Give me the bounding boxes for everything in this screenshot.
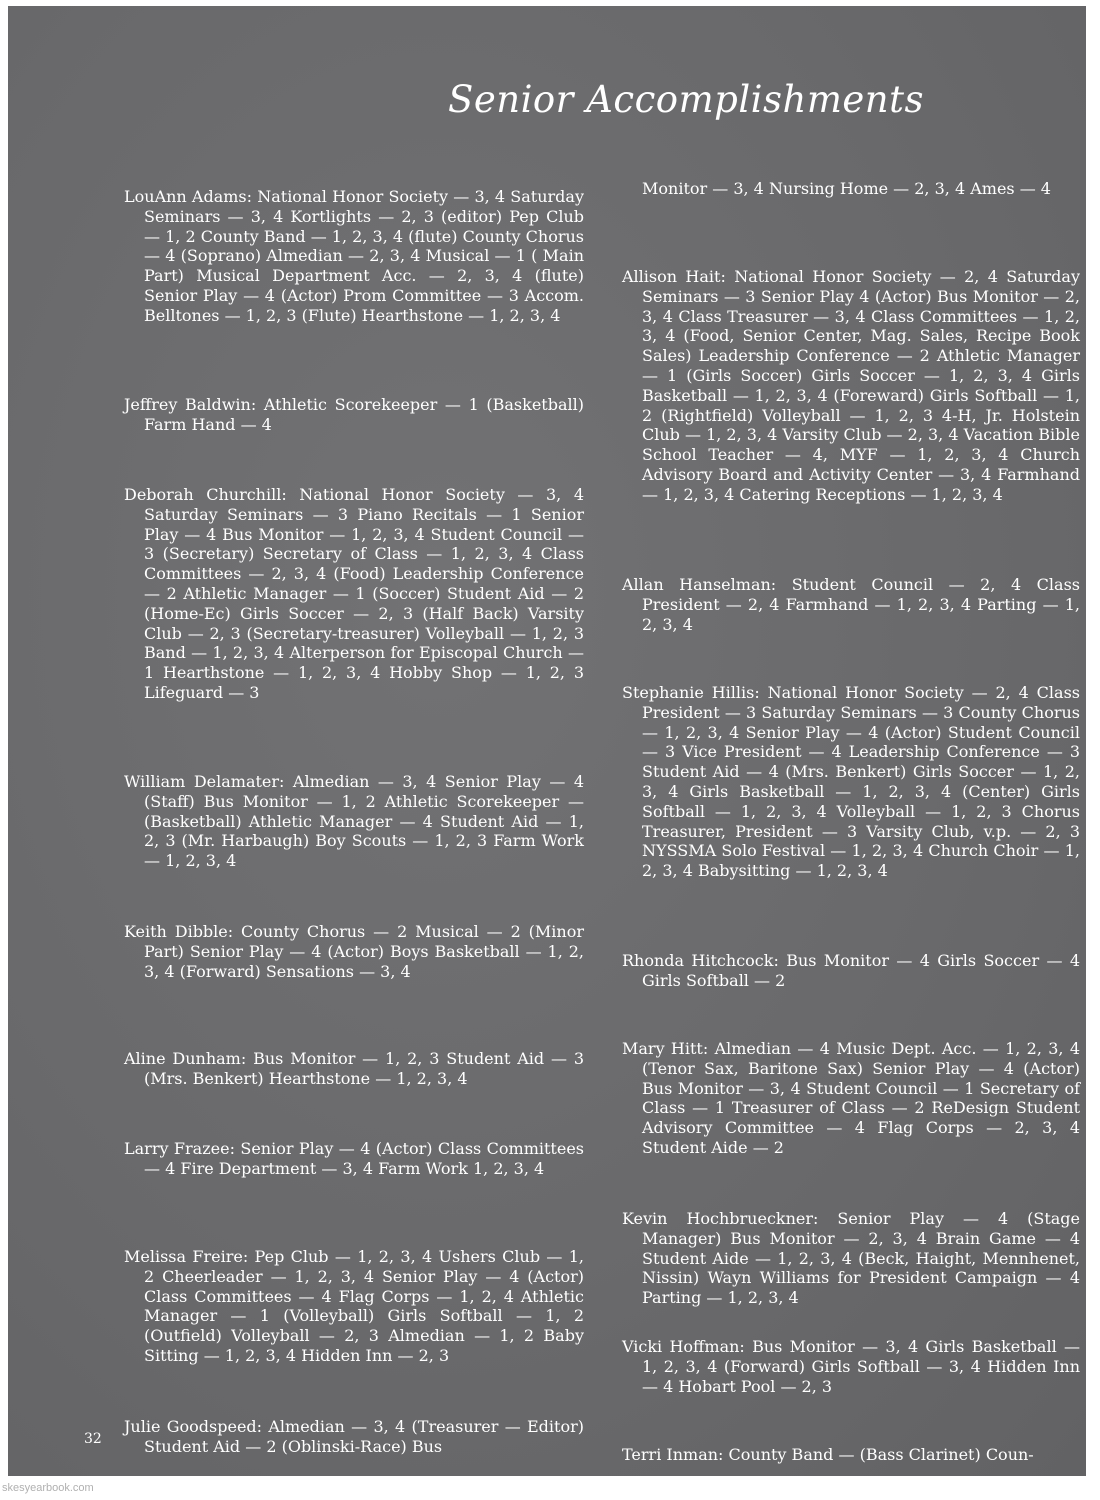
senior-entry: Julie Goodspeed: Almedian — 3, 4 (Treasurer — Editor) Student Aid — 2 (Oblinski-Race) Bus [124, 1417, 584, 1456]
senior-entry: Jeffrey Baldwin: Athletic Scorekeeper — 1 (Basketball) Farm Hand — 4 [124, 395, 584, 434]
page-number: 32 [84, 1431, 102, 1447]
page-title: Senior Accomplishments [448, 78, 924, 121]
senior-entry: Vicki Hoffman: Bus Monitor — 3, 4 Girls Basketball — 1, 2, 3, 4 (Forward) Girls Softball — 3, 4 Hidden Inn — 4 Hobart Pool — 2, 3 [622, 1337, 1080, 1396]
watermark-text: skesyearbook.com [2, 1482, 94, 1494]
senior-entry: Larry Frazee: Senior Play — 4 (Actor) Class Committees — 4 Fire Department — 3, 4 Farm Work 1, 2, 3, 4 [124, 1139, 584, 1178]
senior-entry: William Delamater: Almedian — 3, 4 Senior Play — 4 (Staff) Bus Monitor — 1, 2 Athletic Scorekeeper — (Basketball) Athletic Manager — 4 Student Aid — 1, 2, 3 (Mr. Harbaugh) Boy Scouts — 1, 2, 3 Farm Work — 1, 2, 3, 4 [124, 772, 584, 871]
senior-entry-continuation: Monitor — 3, 4 Nursing Home — 2, 3, 4 Ames — 4 [642, 179, 1051, 198]
senior-entry: Aline Dunham: Bus Monitor — 1, 2, 3 Student Aid — 3 (Mrs. Benkert) Hearthstone — 1, 2, 3, 4 [124, 1049, 584, 1088]
senior-entry: Kevin Hochbrueckner: Senior Play — 4 (Stage Manager) Bus Monitor — 2, 3, 4 Brain Game — 4 Student Aide — 1, 2, 3, 4 (Beck, Haight, Mennhenet, Nissin) Wayn Williams for President Campaign — 4 Parting — 1, 2, 3, 4 [622, 1209, 1080, 1308]
senior-entry: Melissa Freire: Pep Club — 1, 2, 3, 4 Ushers Club — 1, 2 Cheerleader — 1, 2, 3, 4 Senior Play — 4 (Actor) Class Committees — 4 Flag Corps — 1, 2, 4 Athletic Manager — 1 (Volleyball) Girls Softball — 1, 2 (Outfield) Volleyball — 2, 3 Almedian — 1, 2 Baby Sitting — 1, 2, 3, 4 Hidden Inn — 2, 3 [124, 1247, 584, 1365]
senior-entry: Terri Inman: County Band — (Bass Clarinet) Coun- [622, 1445, 1034, 1464]
senior-entry: Rhonda Hitchcock: Bus Monitor — 4 Girls Soccer — 4 Girls Softball — 2 [622, 951, 1080, 990]
senior-entry: Deborah Churchill: National Honor Society — 3, 4 Saturday Seminars — 3 Piano Recitals — 1 Senior Play — 4 Bus Monitor — 1, 2, 3, 4 Student Council — 3 (Secretary) Secretary of Class — 1, 2, 3, 4 Class Committees — 2, 3, 4 (Food) Leadership Conference — 2 Athletic Manager — 1 (Soccer) Student Aid — 2 (Home-Ec) Girls Soccer — 2, 3 (Half Back) Varsity Club — 2, 3 (Secretary-treasurer) Volleyball — 1, 2, 3 Band — 1, 2, 3, 4 Alterperson for Episcopal Church — 1 Hearthstone — 1, 2, 3, 4 Hobby Shop — 1, 2, 3 Lifeguard — 3 [124, 485, 584, 702]
yearbook-page [8, 6, 1086, 1476]
senior-entry: LouAnn Adams: National Honor Society — 3, 4 Saturday Seminars — 3, 4 Kortlights — 2, 3 (editor) Pep Club — 1, 2 County Band — 1, 2, 3, 4 (flute) County Chorus — 4 (Soprano) Almedian — 2, 3, 4 Musical — 1 ( Main Part) Musical Department Acc. — 2, 3, 4 (flute) Senior Play — 4 (Actor) Prom Committee — 3 Accom. Belltones — 1, 2, 3 (Flute) Hearthstone — 1, 2, 3, 4 [124, 187, 584, 325]
senior-entry: Allison Hait: National Honor Society — 2, 4 Saturday Seminars — 3 Senior Play 4 (Actor) Bus Monitor — 2, 3, 4 Class Treasurer — 3, 4 Class Committees — 1, 2, 3, 4 (Food, Senior Center, Mag. Sales, Recipe Book Sales) Leadership Conference — 2 Athletic Manager — 1 (Girls Soccer) Girls Soccer — 1, 2, 3, 4 Girls Basketball — 1, 2, 3, 4 (Foreward) Girls Softball — 1, 2 (Rightfield) Volleyball — 1, 2, 3 4-H, Jr. Holstein Club — 1, 2, 3, 4 Varsity Club — 2, 3, 4 Vacation Bible School Teacher — 4, MYF — 1, 2, 3, 4 Church Advisory Board and Activity Center — 3, 4 Farmhand — 1, 2, 3, 4 Catering Receptions — 1, 2, 3, 4 [622, 267, 1080, 504]
senior-entry: Allan Hanselman: Student Council — 2, 4 Class President — 2, 4 Farmhand — 1, 2, 3, 4 Parting — 1, 2, 3, 4 [622, 575, 1080, 634]
senior-entry: Mary Hitt: Almedian — 4 Music Dept. Acc. — 1, 2, 3, 4 (Tenor Sax, Baritone Sax) Senior Play — 4 (Actor) Bus Monitor — 3, 4 Student Council — 1 Secretary of Class — 1 Treasurer of Class — 2 ReDesign Student Advisory Committee — 4 Flag Corps — 2, 3, 4 Student Aide — 2 [622, 1039, 1080, 1157]
senior-entry: Stephanie Hillis: National Honor Society — 2, 4 Class President — 3 Saturday Seminars — 3 County Chorus — 1, 2, 3, 4 Senior Play — 4 (Actor) Student Council — 3 Vice President — 4 Leadership Conference — 3 Student Aid — 4 (Mrs. Benkert) Girls Soccer — 1, 2, 3, 4 Girls Basketball — 1, 2, 3, 4 (Center) Girls Softball — 1, 2, 3, 4 Volleyball — 1, 2, 3 Chorus Treasurer, President — 3 Varsity Club, v.p. — 2, 3 NYSSMA Solo Festival — 1, 2, 3, 4 Church Choir — 1, 2, 3, 4 Babysitting — 1, 2, 3, 4 [622, 683, 1080, 881]
senior-entry: Keith Dibble: County Chorus — 2 Musical — 2 (Minor Part) Senior Play — 4 (Actor) Boys Basketball — 1, 2, 3, 4 (Forward) Sensations — 3, 4 [124, 922, 584, 981]
